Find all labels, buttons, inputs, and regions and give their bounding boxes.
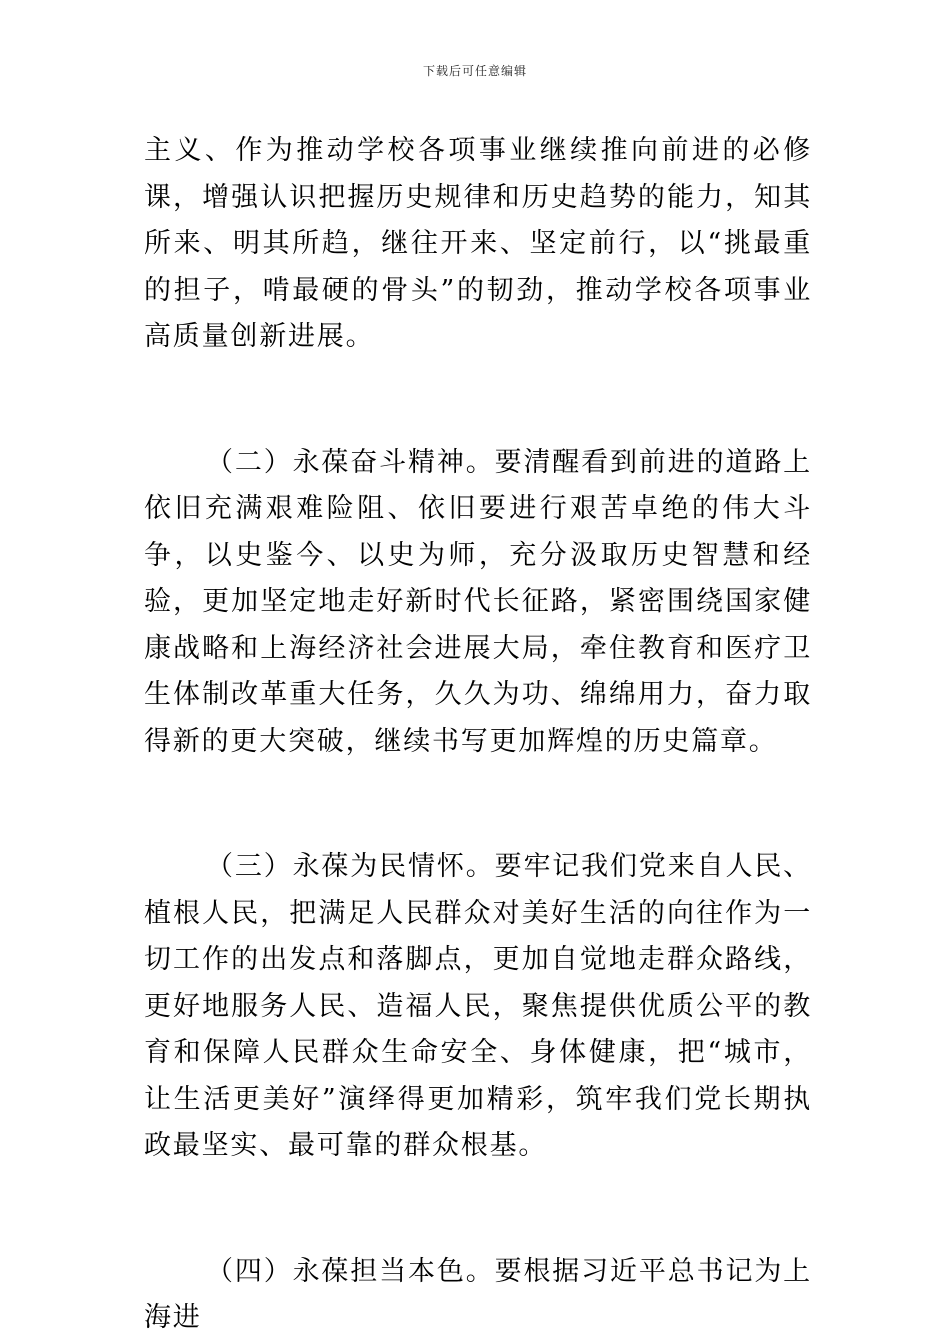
paragraph-section-2: （二）永葆奋斗精神。要清醒看到前进的道路上依旧充满艰难险阻、依旧要进行艰苦卓绝的伟大斗争，以史鉴今、以史为师，充分汲取历史智慧和经验，更加坚定地走好新时代长征路，紧密围绕国家健康战略和上海经济社会进展大局，牵住教育和医疗卫生体制改革重大任务，久久为功、绵绵用力，奋力取得新的更大突破，继续书写更加辉煌的历史篇章。 — [144, 446, 812, 757]
paragraph-gap — [144, 765, 812, 844]
paragraph-gap — [144, 1170, 812, 1249]
paragraph-section-3: （三）永葆为民情怀。要牢记我们党来自人民、植根人民，把满足人民群众对美好生活的向往作为一切工作的出发点和落脚点，更加自觉地走群众路线，更好地服务人民、造福人民，聚焦提供优质公平的教育和保障人民群众生命安全、身体健康，把“城市，让生活更美好”演绎得更加精彩，筑牢我们党长期执政最坚实、最可靠的群众根基。 — [144, 851, 812, 1161]
page-header-note: 下载后可任意编辑 — [422, 64, 527, 78]
paragraph-gap — [144, 361, 812, 440]
paragraph-section-4: （四）永葆担当本色。要根据习近平总书记为上海进 — [144, 1255, 812, 1333]
document-body — [144, 128, 812, 1342]
paragraph-continuation: 主义、作为推动学校各项事业继续推向前进的必修课，增强认识把握历史规律和历史趋势的能力，知其所来、明其所趋，继往开来、坚定前行，以“挑最重的担子，啃最硬的骨头”的韧劲，推动学校各项事业高质量创新进展。 — [144, 135, 812, 352]
